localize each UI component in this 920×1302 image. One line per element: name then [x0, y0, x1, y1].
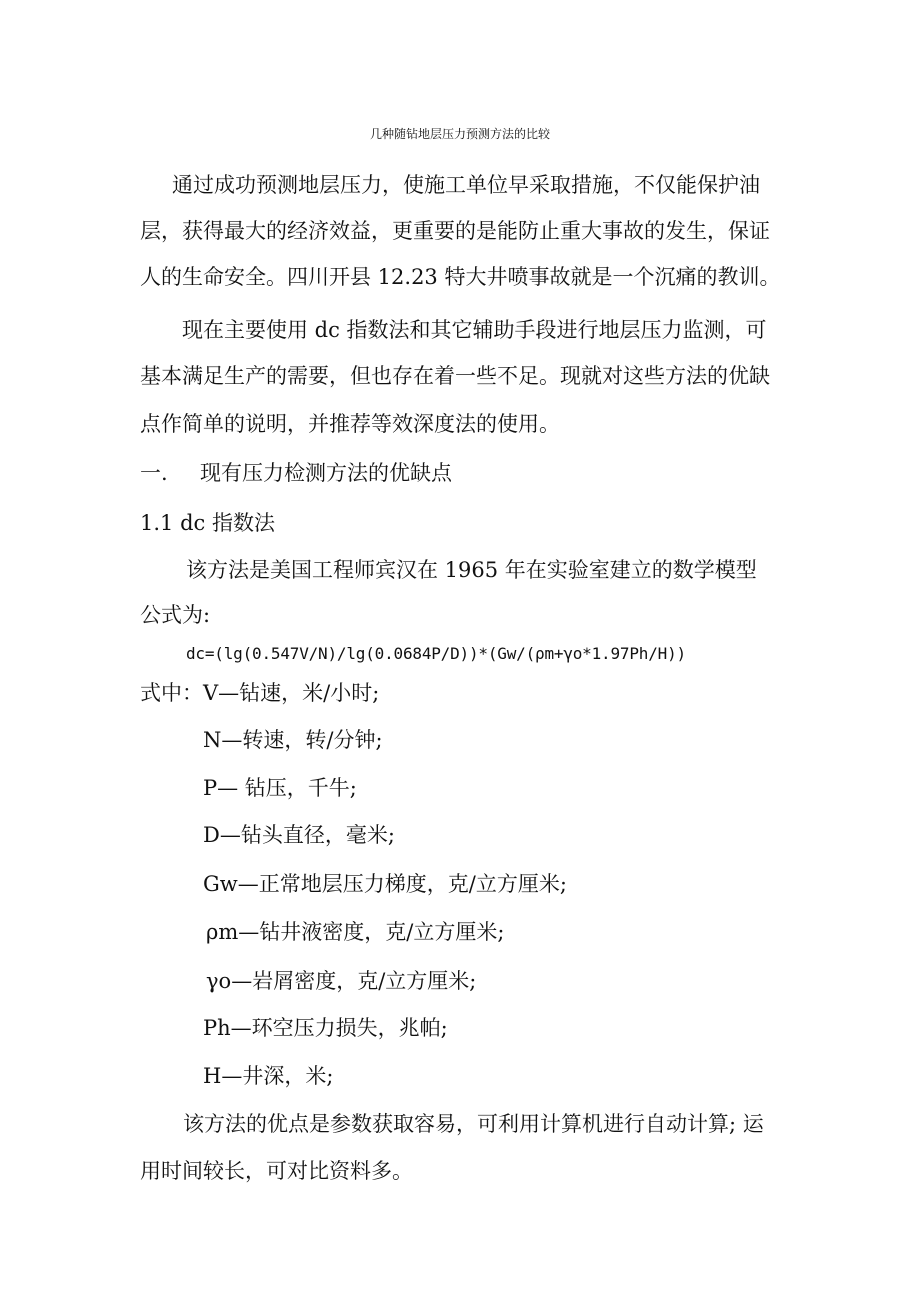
where-label: 式中： — [140, 681, 203, 705]
variable-n: N—转速，转/分钟; — [203, 728, 383, 752]
intro-line-2: 层，获得最大的经济效益，更重要的是能防止重大事故的发生，保证 — [140, 219, 770, 243]
para2-line-2: 基本满足生产的需要，但也存在着一些不足。现就对这些方法的优缺 — [140, 364, 770, 388]
variable-gamma-o: γo—岩屑密度，克/立方厘米; — [206, 969, 477, 993]
section-1-number: 一. — [140, 461, 168, 485]
variable-h: H—井深，米; — [203, 1064, 334, 1088]
para2-line-3: 点作简单的说明，并推荐等效深度法的使用。 — [140, 412, 560, 436]
section-1-1-description: 该方法是美国工程师宾汉在 1965 年在实验室建立的数学模型 — [186, 558, 757, 582]
document-title: 几种随钻地层压力预测方法的比较 — [369, 127, 550, 141]
intro-line-1: 通过成功预测地层压力，使施工单位早采取措施，不仅能保护油 — [172, 173, 760, 197]
dc-formula: dc=(lg(0.547V/N)/lg(0.0684P/D))*(Gw/(ρm+γo*1.97Ph/H)) — [186, 644, 686, 663]
variable-ph: Ph—环空压力损失，兆帕; — [203, 1016, 448, 1040]
conclusion-line-1: 该方法的优点是参数获取容易，可利用计算机进行自动计算; 运 — [183, 1112, 764, 1136]
section-1-1-heading: 1.1 dc 指数法 — [140, 511, 275, 535]
intro-line-3: 人的生命安全。四川开县 12.23 特大井喷事故就是一个沉痛的教训。 — [140, 265, 781, 289]
conclusion-line-2: 用时间较长，可对比资料多。 — [140, 1159, 413, 1183]
para2-line-1: 现在主要使用 dc 指数法和其它辅助手段进行地层压力监测，可 — [182, 318, 767, 342]
variable-v: V—钻速，米/小时; — [203, 681, 380, 705]
variable-d: D—钻头直径，毫米; — [203, 823, 395, 847]
variable-gw: Gw—正常地层压力梯度，克/立方厘米; — [203, 872, 567, 896]
section-1-title: 现有压力检测方法的优缺点 — [200, 461, 452, 485]
variable-rho-m: ρm—钻井液密度，克/立方厘米; — [206, 920, 505, 944]
variable-p: P— 钻压，千牛; — [203, 776, 357, 800]
section-1-heading — [140, 458, 452, 488]
formula-label: 公式为: — [140, 603, 211, 627]
